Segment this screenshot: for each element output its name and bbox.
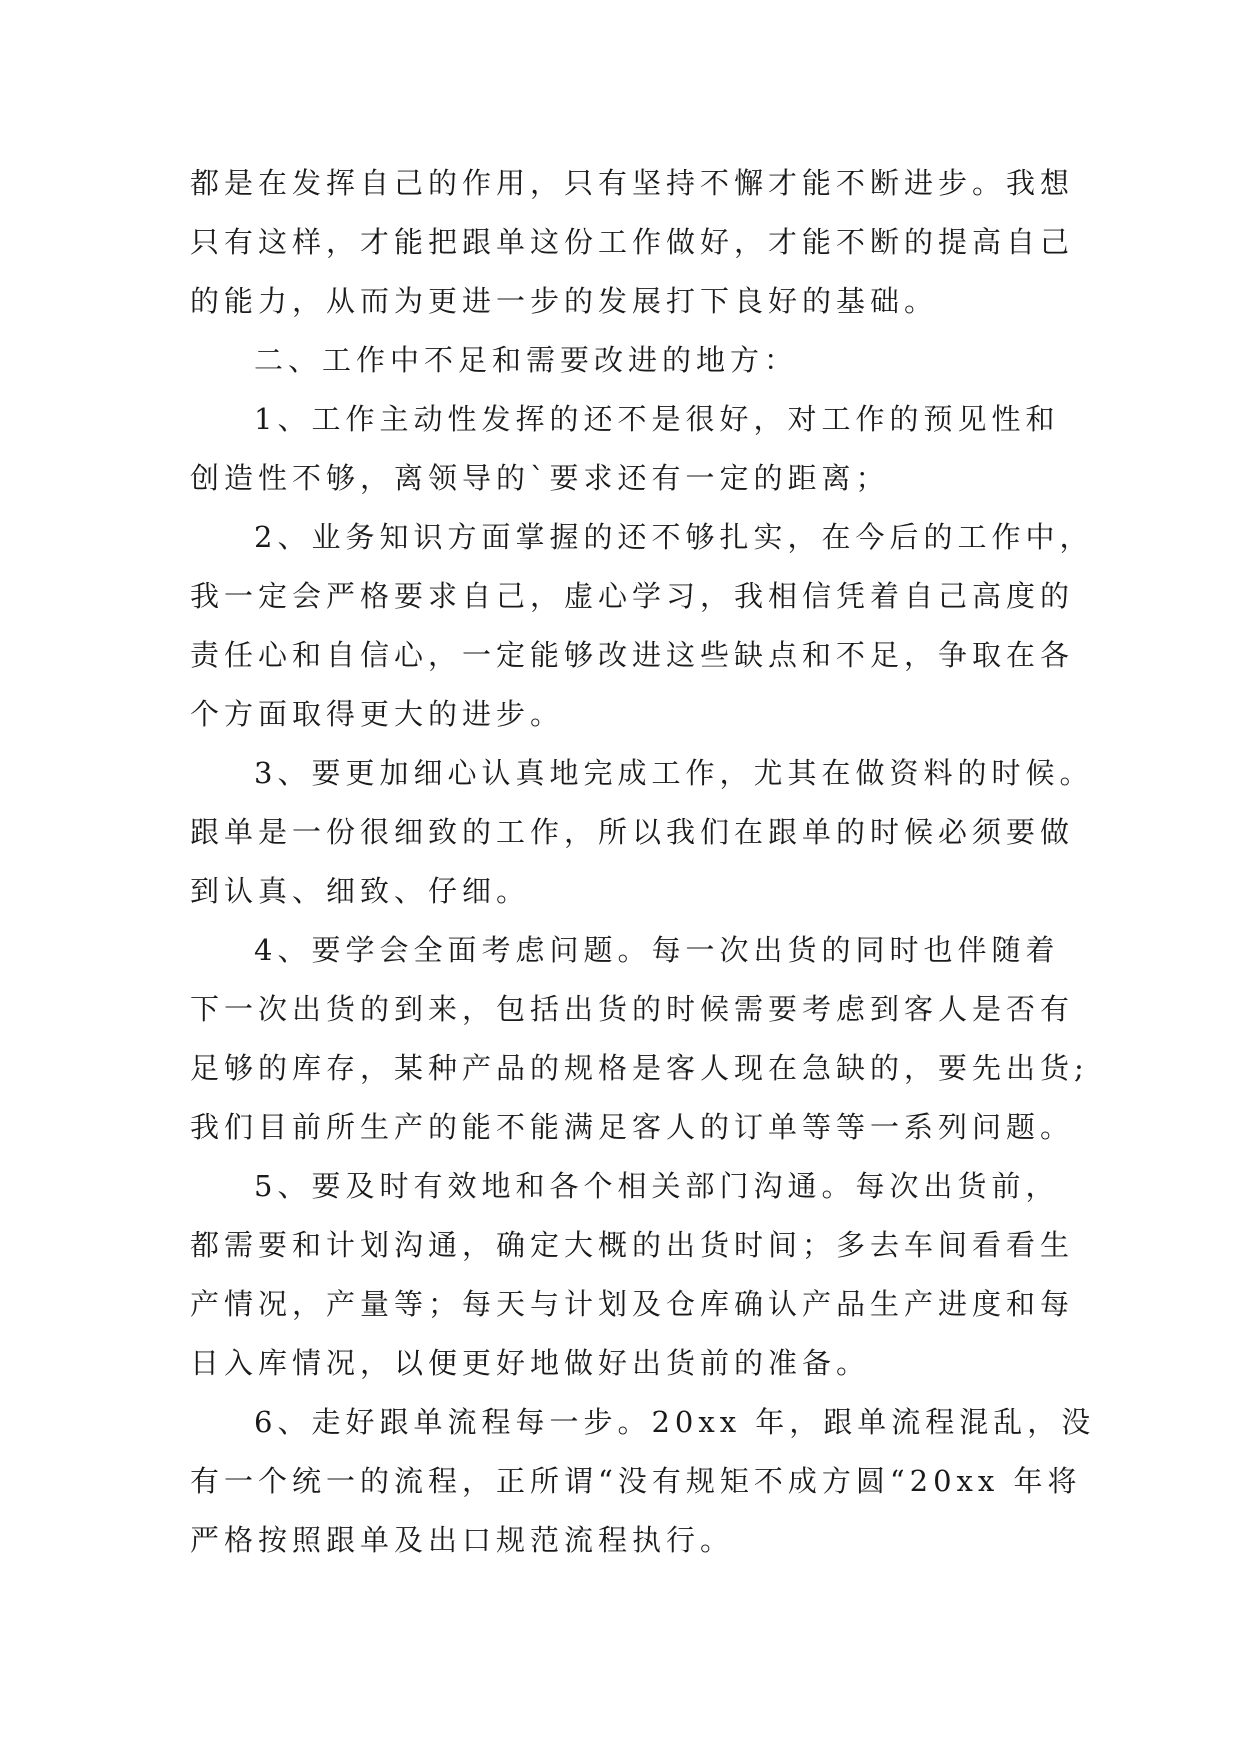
text-line: 下一次出货的到来，包括出货的时候需要考虑到客人是否有 [190, 992, 1075, 1026]
text-line: 4、要学会全面考虑问题。每一次出货的同时也伴随着 [254, 933, 1060, 967]
text-line: 日入库情况，以便更好地做好出货前的准备。 [190, 1346, 871, 1380]
section-heading: 二、工作中不足和需要改进的地方： [254, 343, 799, 377]
text-line: 1、工作主动性发挥的还不是很好，对工作的预见性和 [254, 402, 1060, 436]
text-line: 跟单是一份很细致的工作，所以我们在跟单的时候必须要做 [190, 815, 1075, 849]
text-line: 3、要更加细心认真地完成工作，尤其在做资料的时候。 [254, 756, 1094, 790]
text-line: 的能力，从而为更进一步的发展打下良好的基础。 [190, 284, 939, 318]
text-line: 个方面取得更大的进步。 [190, 697, 565, 731]
text-line: 到认真、细致、仔细。 [190, 874, 531, 908]
text-line: 只有这样，才能把跟单这份工作做好，才能不断的提高自己 [190, 225, 1075, 259]
text-line: 我一定会严格要求自己，虚心学习，我相信凭着自己高度的 [190, 579, 1075, 613]
text-line: 我们目前所生产的能不能满足客人的订单等等一系列问题。 [190, 1110, 1075, 1144]
text-line: 6、走好跟单流程每一步。20xx 年，跟单流程混乱，没 [254, 1405, 1096, 1439]
text-line: 有一个统一的流程，正所谓“没有规矩不成方圆“20xx 年将 [190, 1464, 1082, 1498]
text-line: 创造性不够，离领导的`要求还有一定的距离； [190, 461, 890, 495]
text-line: 都需要和计划沟通，确定大概的出货时间；多去车间看看生 [190, 1228, 1075, 1262]
text-line: 责任心和自信心，一定能够改进这些缺点和不足，争取在各 [190, 638, 1075, 672]
text-line: 足够的库存，某种产品的规格是客人现在急缺的，要先出货; [190, 1051, 1089, 1085]
text-line: 都是在发挥自己的作用，只有坚持不懈才能不断进步。我想 [190, 166, 1075, 200]
text-line: 严格按照跟单及出口规范流程执行。 [190, 1523, 735, 1557]
text-line: 5、要及时有效地和各个相关部门沟通。每次出货前， [254, 1169, 1060, 1203]
text-line: 产情况，产量等；每天与计划及仓库确认产品生产进度和每 [190, 1287, 1075, 1321]
text-line: 2、业务知识方面掌握的还不够扎实，在今后的工作中， [254, 520, 1094, 554]
